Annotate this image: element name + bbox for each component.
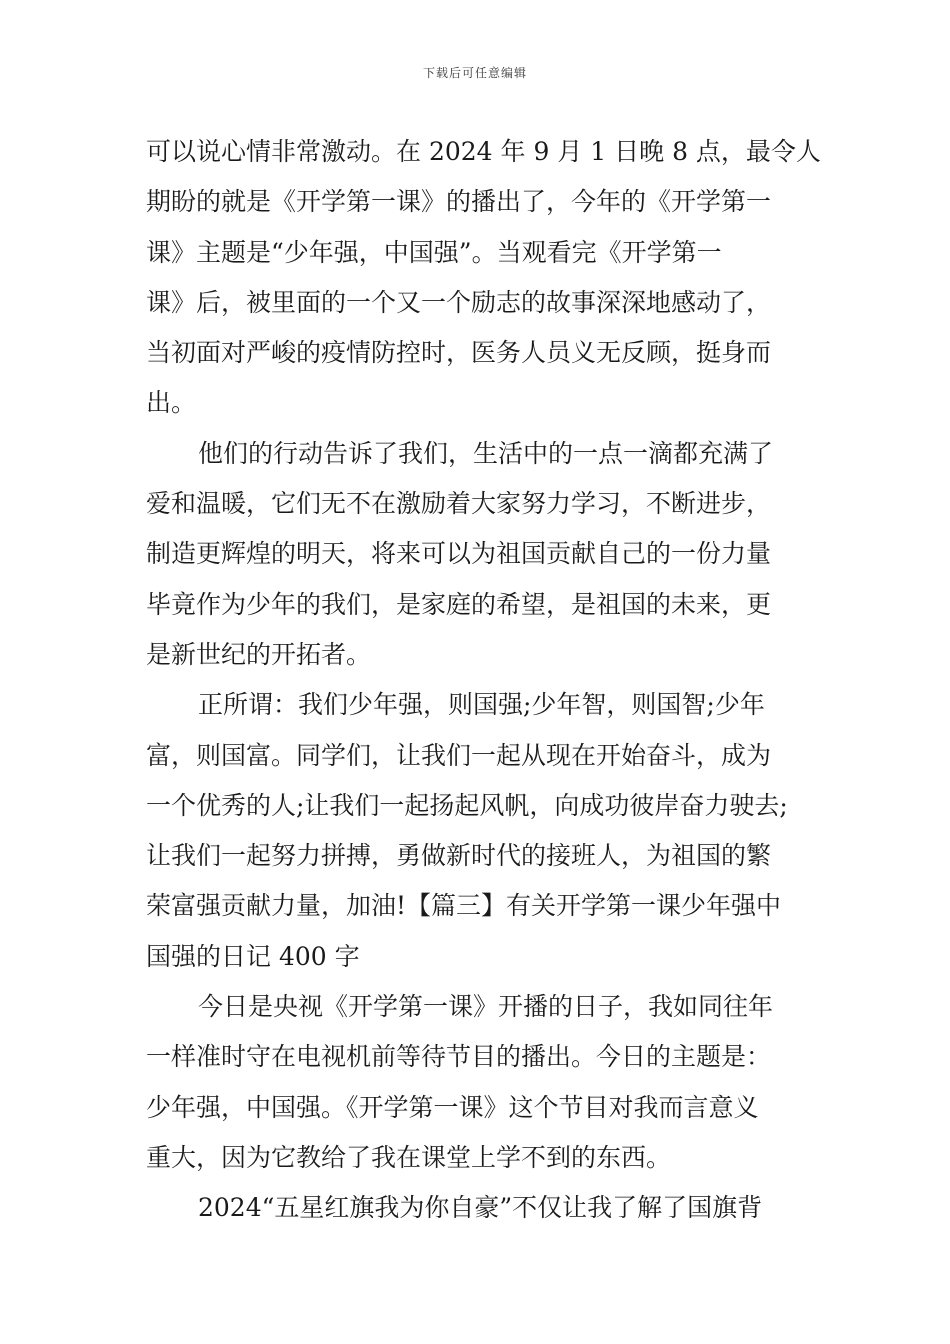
text-line: 制造更辉煌的明天，将来可以为祖国贡献自己的一份力量 — [146, 539, 772, 569]
text-line: 可以说心情非常激动。在 2024 年 9 月 1 日晚 8 点，最令人 — [146, 137, 821, 166]
paragraph-first-line: 正所谓：我们少年强，则国强;少年智，则国智;少年 — [198, 690, 765, 720]
paragraph-first-line: 今日是央视《开学第一课》开播的日子，我如同往年 — [198, 992, 774, 1022]
text-line: 课》主题是“少年强，中国强”。当观看完《开学第一 — [146, 237, 722, 267]
text-line: 富，则国富。同学们，让我们一起从现在开始奋斗，成为 — [146, 740, 772, 770]
header-note: 下载后可任意编辑 — [422, 66, 527, 80]
paragraph-first-line: 他们的行动告诉了我们，生活中的一点一滴都充满了 — [198, 438, 774, 468]
text-line: 国强的日记 400 字 — [146, 941, 360, 971]
text-line: 让我们一起努力拼搏，勇做新时代的接班人，为祖国的繁 — [146, 841, 772, 871]
body-text — [146, 127, 821, 1234]
text-line: 出。 — [146, 388, 197, 418]
text-line: 期盼的就是《开学第一课》的播出了，今年的《开学第一 — [146, 187, 772, 217]
text-line: 课》后，被里面的一个又一个励志的故事深深地感动了， — [146, 287, 772, 317]
text-line: 毕竟作为少年的我们，是家庭的希望，是祖国的未来，更 — [146, 589, 772, 619]
text-line: 一个优秀的人;让我们一起扬起风帆，向成功彼岸奋力驶去; — [146, 790, 788, 820]
text-line: 当初面对严峻的疫情防控时，医务人员义无反顾，挺身而 — [146, 338, 772, 368]
text-line: 重大，因为它教给了我在课堂上学不到的东西。 — [146, 1142, 672, 1172]
paragraph-first-line: 2024“五星红旗我为你自豪”不仅让我了解了国旗背 — [198, 1193, 763, 1223]
text-line: 荣富强贡献力量，加油!【篇三】有关开学第一课少年强中 — [146, 891, 782, 921]
text-line: 是新世纪的开拓者。 — [146, 639, 372, 669]
text-line: 少年强，中国强。《开学第一课》这个节目对我而言意义 — [146, 1092, 759, 1122]
text-line: 一样准时守在电视机前等待节目的播出。今日的主题是： — [146, 1042, 772, 1072]
text-line: 爱和温暖，它们无不在激励着大家努力学习，不断进步， — [146, 489, 772, 519]
